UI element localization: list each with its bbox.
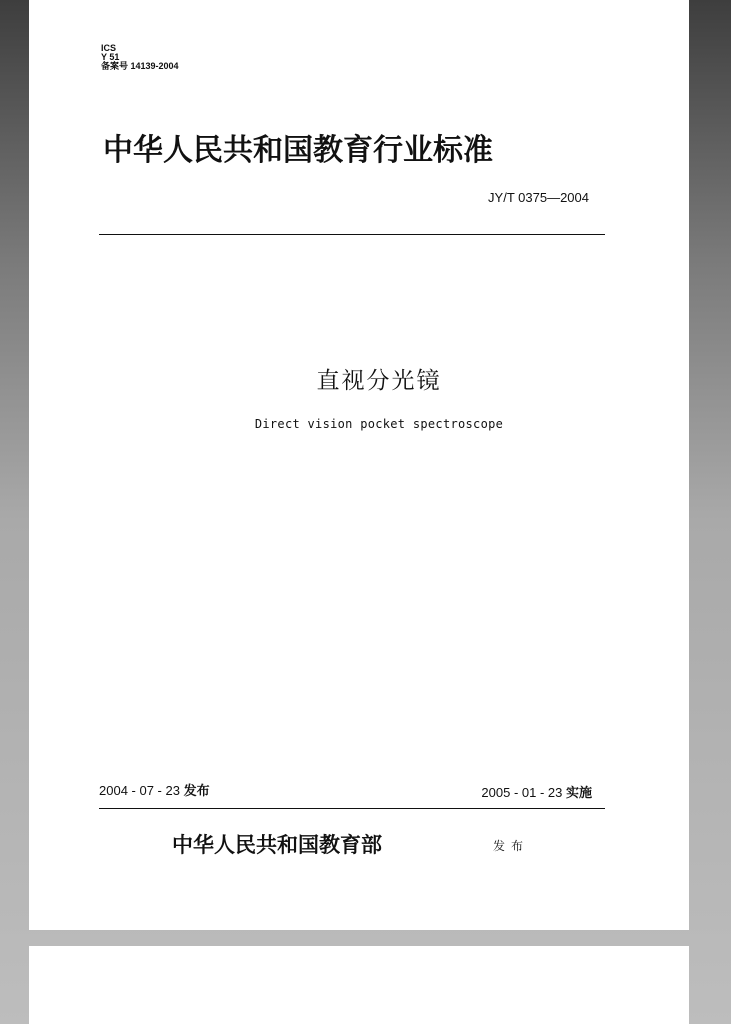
release-date: 2004 - 07 - 23 (99, 783, 180, 798)
release-label: 发布 (183, 783, 210, 798)
ccs-code: Y 51 (101, 52, 120, 62)
issuing-authority-suffix: 发布 (493, 839, 530, 853)
document-page (29, 0, 689, 930)
ics-classification-block (101, 44, 179, 71)
bottom-divider (99, 808, 605, 809)
release-date-line (99, 780, 210, 799)
top-divider (99, 234, 605, 235)
ics-label: ICS (101, 43, 117, 53)
effective-label: 实施 (565, 785, 592, 800)
standard-category-title: 中华人民共和国教育行业标准 (103, 133, 493, 168)
effective-date: 2005 - 01 - 23 (481, 785, 563, 800)
filing-number: 备案号 14139-2004 (101, 61, 179, 71)
document-title-chinese: 直视分光镜 (316, 368, 442, 394)
effective-date-line (481, 782, 592, 801)
issuing-authority: 中华人民共和国教育部 (172, 833, 382, 857)
next-document-page (29, 946, 689, 1024)
document-title-english: Direct vision pocket spectroscope (254, 417, 504, 431)
standard-code: JY/T 0375—2004 (488, 190, 589, 205)
